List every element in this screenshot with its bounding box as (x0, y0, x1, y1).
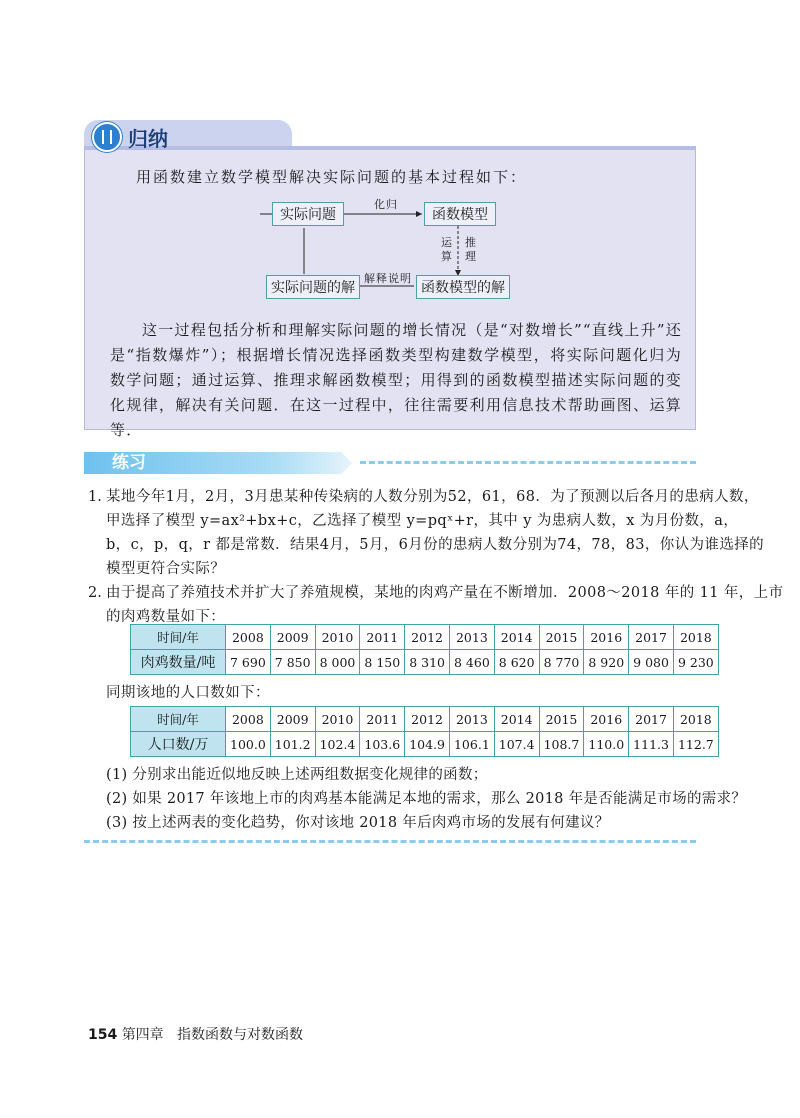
practice-end-dashes (84, 840, 696, 843)
flow-box-real-problem: 实际问题 (272, 202, 344, 226)
question-2-sub-3: (3) 按上述两表的变化趋势，你对该地 2018 年后肉鸡市场的发展有何建议？ (106, 815, 610, 831)
table-cell: 2014 (494, 625, 539, 650)
table-cell: 102.4 (315, 732, 360, 757)
table-cell: 103.6 (360, 732, 405, 757)
flow-label-compute-1: 运 (441, 236, 453, 249)
table-cell: 7 690 (226, 650, 271, 675)
table-cell: 2018 (673, 625, 718, 650)
chicken-output-table (130, 624, 719, 675)
practice-title: 练习 (112, 453, 146, 473)
table-cell: 8 310 (405, 650, 450, 675)
table-cell: 9 230 (673, 650, 718, 675)
flow-label-reason-2: 理 (465, 250, 477, 263)
table-row (131, 732, 719, 757)
chapter-label: 第四章 (121, 1027, 164, 1043)
table-header-year: 时间/年 (131, 625, 226, 650)
table-cell: 2013 (449, 625, 494, 650)
table-cell: 2010 (315, 625, 360, 650)
summary-title: 归纳 (128, 127, 168, 151)
flow-box-model-solution: 函数模型的解 (416, 275, 510, 299)
table-cell: 7 850 (270, 650, 315, 675)
table-cell: 2017 (629, 625, 674, 650)
table-cell: 9 080 (629, 650, 674, 675)
table-cell: 2012 (405, 625, 450, 650)
table-cell: 107.4 (494, 732, 539, 757)
table-cell: 8 920 (584, 650, 629, 675)
table-header-quantity: 肉鸡数量/吨 (131, 650, 226, 675)
flow-label-transform: 化归 (374, 198, 398, 211)
flow-box-real-solution: 实际问题的解 (266, 275, 360, 299)
table-cell: 2012 (405, 707, 450, 732)
question-2-between-text: 同期该地的人口数如下： (106, 685, 270, 701)
question-1-line-2: 甲选择了模型 y=ax²+bx+c，乙选择了模型 y=pqˣ+r，其中 y 为患病人数，x 为月份数，a， (106, 513, 739, 529)
page-footer (88, 1024, 303, 1044)
table-cell: 2016 (584, 625, 629, 650)
table-row (131, 650, 719, 675)
table-row (131, 625, 719, 650)
table-cell: 2014 (494, 707, 539, 732)
table-row (131, 707, 719, 732)
population-table (130, 706, 719, 757)
table-cell: 2013 (449, 707, 494, 732)
flow-label-reason-1: 推 (465, 236, 477, 249)
table-header-population: 人口数/万 (131, 732, 226, 757)
flow-label-explain: 解释说明 (364, 272, 412, 285)
table-cell: 2008 (226, 707, 271, 732)
table-cell: 2018 (673, 707, 718, 732)
summary-paragraph: 这一过程包括分析和理解实际问题的增长情况（是“对数增长”“直线上升”还是“指数爆炸”）；根据增长情况选择函数类型构建数学模型，将实际问题化归为数学问题；通过运算、推理求解函数模型；用得到的函数模型描述实际问题的变化规律，解决有关问题．在这一过程中，往往需要利用信息技术帮助画图、运算等． (110, 321, 682, 439)
question-1-line-4: 模型更符合实际？ (106, 561, 226, 577)
table-cell: 2011 (360, 707, 405, 732)
table-cell: 2016 (584, 707, 629, 732)
table-cell: 2008 (226, 625, 271, 650)
question-1-line-3: b，c，p，q，r 都是常数．结果4月，5月，6月份的患病人数分别为74，78，83，你认为谁选择的 (106, 537, 765, 553)
table-cell: 100.0 (226, 732, 271, 757)
table-cell: 2010 (315, 707, 360, 732)
table-header-year: 时间/年 (131, 707, 226, 732)
practice-header-dashes (360, 461, 696, 464)
table-cell: 2017 (629, 707, 674, 732)
question-2-sub-1: (1) 分别求出能近似地反映上述两组数据变化规律的函数； (106, 767, 488, 783)
question-1-number: 1. (88, 489, 102, 505)
table-cell: 106.1 (449, 732, 494, 757)
table-cell: 110.0 (584, 732, 629, 757)
table-cell: 8 620 (494, 650, 539, 675)
table-cell: 8 460 (449, 650, 494, 675)
table-cell: 8 000 (315, 650, 360, 675)
table-cell: 8 770 (539, 650, 584, 675)
table-cell: 8 150 (360, 650, 405, 675)
table-cell: 104.9 (405, 732, 450, 757)
summary-intro: 用函数建立数学模型解决实际问题的基本过程如下： (136, 168, 528, 186)
table-cell: 2011 (360, 625, 405, 650)
summary-tab-rule (84, 146, 696, 150)
table-cell: 2009 (270, 625, 315, 650)
question-2-line-2: 的肉鸡数量如下： (106, 609, 226, 625)
chapter-title: 指数函数与对数函数 (177, 1027, 304, 1043)
flow-label-compute-2: 算 (441, 250, 453, 263)
summary-book-icon (92, 122, 122, 152)
table-cell: 112.7 (673, 732, 718, 757)
table-cell: 101.2 (270, 732, 315, 757)
table-cell: 2009 (270, 707, 315, 732)
question-2-line-1: 由于提高了养殖技术并扩大了养殖规模，某地的肉鸡产量在不断增加．2008～2018 年的 11 年，上市 (106, 585, 784, 601)
page-number: 154 (88, 1027, 118, 1043)
question-2-sub-2: (2) 如果 2017 年该地上市的肉鸡基本能满足本地的需求，那么 2018 年是否能满足市场的需求？ (106, 791, 747, 807)
question-1-line-1: 某地今年1月，2月，3月患某种传染病的人数分别为52，61，68．为了预测以后各月的患病人数， (106, 489, 759, 505)
table-cell: 111.3 (629, 732, 674, 757)
flow-box-function-model: 函数模型 (424, 202, 496, 226)
table-cell: 108.7 (539, 732, 584, 757)
table-cell: 2015 (539, 625, 584, 650)
question-2-number: 2. (88, 585, 102, 601)
table-cell: 2015 (539, 707, 584, 732)
